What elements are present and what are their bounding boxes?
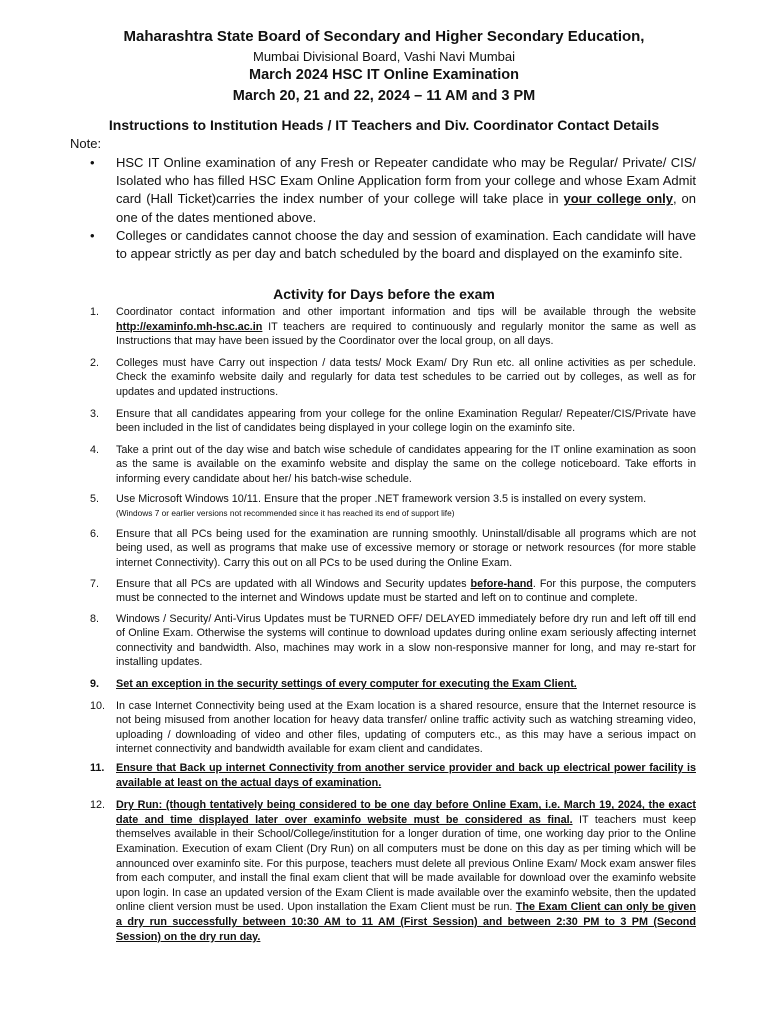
bullet-text: Colleges or candidates cannot choose the day and session of examination. Each candidate will have to appear strictly as per day and batch scheduled by the board and displayed on the examinfo site. — [116, 227, 696, 262]
list-item — [90, 443, 696, 487]
item-number: 1. — [90, 306, 100, 318]
list-item — [90, 761, 696, 790]
item-text: Colleges must have Carry out inspection / data tests/ Mock Exam/ Dry Run etc. all online activities as per schedule. Check the examinfo website daily and regularly for data test schedules to be carried out by colleges, as well as for updates and updated instructions. — [116, 356, 696, 398]
exam-dates: March 20, 21 and 22, 2024 – 11 AM and 3 PM — [232, 88, 536, 104]
note-label: Note: — [70, 136, 102, 151]
item-number: 10. — [90, 699, 106, 712]
item-text: Windows / Security/ Anti-Virus Updates must be TURNED OFF/ DELAYED immediately before dry run and left off till end of Online Exam. Otherwise the systems will continue to download updates during online exam seriously affecting internet connectivity and bandwidth. Also, machines may work in a slow non-responsive manner for long, and may re-start for installing updates. — [116, 612, 696, 669]
bullet-emphasis: your college only — [563, 191, 674, 207]
bullet-text: , on one of the dates mentioned above. — [116, 191, 696, 225]
item-number: 8. — [90, 612, 100, 625]
item-emphasis: Dry Run: (though tentatively being considered to be one day before Online Exam, i.e. March 19, 2024, the exact date and time displayed later over examinfo website must be considered as final. — [116, 799, 696, 826]
item-text: Ensure that all candidates appearing from your college for the online Examination Regular/ Repeater/CIS/Private have been included in the list of candidates being displayed in your college login on the examinfo site. — [116, 407, 696, 435]
note-bullets — [90, 154, 696, 263]
activity-heading: Activity for Days before the exam — [273, 286, 495, 302]
list-item — [90, 798, 696, 944]
item-text: IT teachers must keep themselves available in their School/College/institution for a longer duration of time, one working day prior to the Online Examination. Execution of exam Client (Dry Run) on all computers must be done on this day as per timing which will be announced over examinfo site. For this purpose, teachers must delete all previous Online Exam/ Mock exam answer files from each computer, and install the final exam client that will be made available for download over the examinfo website upon login. In case an updated version of the Exam Client is made available over the examinfo website, then the updated online client version must be used. Upon installation the Exam Client must be run. — [116, 813, 697, 914]
item-text: In case Internet Connectivity being used at the Exam location is a shared resource, ensure that the Internet resource is not being misused from another location for heavy data transfer/ online traffic activity such as watching streaming video, uploading / downloading of video and other files, updating of computers etc., as this may have a serious impact on internet connectivity and bandwidth available for exam client and candidates. — [116, 699, 696, 756]
bullet-dot: • — [90, 155, 95, 170]
list-item — [90, 305, 696, 349]
list-item — [90, 612, 696, 670]
instructions-heading: Instructions to Institution Heads / IT Teachers and Div. Coordinator Contact Details — [108, 117, 660, 133]
item-footnote: (Windows 7 or earlier versions not recommended since it has reached its end of support life) — [116, 508, 455, 519]
bullet-text: HSC IT Online examination of any Fresh or Repeater candidate who may be Regular/ Private/ CIS/ Isolated who has filled HSC Exam Online Application form from your college and whose Exam Admit card (Hall Ticket)carries the index number of your college will take place in — [116, 155, 696, 207]
item-number: 12. — [90, 799, 106, 812]
item-text: IT teachers are required to continuously and regularly monitor the same as well as Instructions that may have been issued by the Coordinator over the local group, on all days. — [116, 320, 696, 348]
item-text: Coordinator contact information and other important information and tips will be available through the website — [116, 306, 696, 318]
item-text: Ensure that all PCs being used for the examination are running smoothly. Uninstall/disable all programs which are not being used, as well as programs that make use of excessive memory or storage or network resources (for more stable internet Connectivity). Carry this out on all PCs to be used during the Online Exam. — [116, 527, 696, 569]
item-emphasis: Set an exception in the security settings of every computer for executing the Exam Client. — [116, 678, 577, 691]
item-number: 5. — [90, 492, 100, 505]
item-number: 11. — [90, 762, 105, 775]
bullet-dot: • — [90, 227, 95, 243]
examinfo-link[interactable]: http://examinfo.mh-hsc.ac.in — [116, 320, 263, 333]
list-item — [90, 577, 696, 606]
list-item — [90, 356, 696, 400]
division-name: Mumbai Divisional Board, Vashi Navi Mumbai — [252, 49, 516, 64]
exam-title: March 2024 HSC IT Online Examination — [249, 67, 519, 83]
item-text: Use Microsoft Windows 10/11. Ensure that the proper .NET framework version 3.5 is installed on every system. — [116, 492, 647, 505]
list-item — [90, 527, 696, 571]
item-number: 6. — [90, 527, 100, 540]
board-title: Maharashtra State Board of Secondary and Higher Secondary Education, — [123, 28, 645, 45]
item-emphasis: The Exam Client can only be given a dry run successfully between 10:30 AM to 11 AM (First Session) and between 2:30 PM to 3 PM (Second Session) on the dry run day. — [116, 901, 696, 943]
list-item — [90, 407, 696, 436]
item-number: 4. — [90, 443, 100, 456]
bullet-item — [90, 154, 696, 227]
item-text: Ensure that all PCs are updated with all Windows and Security updates — [116, 577, 471, 590]
item-number: 9. — [90, 678, 100, 691]
item-emphasis: Ensure that Back up internet Connectivity from another service provider and back up electrical power facility is available at least on the actual days of examination. — [116, 762, 696, 789]
item-number: 2. — [90, 356, 100, 369]
item-emphasis: before-hand — [470, 577, 533, 590]
item-number: 3. — [90, 407, 100, 420]
bullet-item — [90, 227, 696, 263]
list-item — [90, 677, 696, 692]
item-text: Take a print out of the day wise and batch wise schedule of candidates appearing for the IT online examination as soon as the same is available on the examinfo website and display the same on the college noticeboard. Take efforts in informing every candidate about her/ his batch-wise schedule. — [116, 443, 696, 485]
list-item — [90, 699, 696, 757]
list-item — [90, 492, 696, 521]
activity-list — [90, 305, 696, 944]
item-text: . For this purpose, the computers must be connected to the internet and Windows update must be started and left on to continue and complete. — [116, 577, 696, 605]
item-number: 7. — [90, 577, 100, 590]
